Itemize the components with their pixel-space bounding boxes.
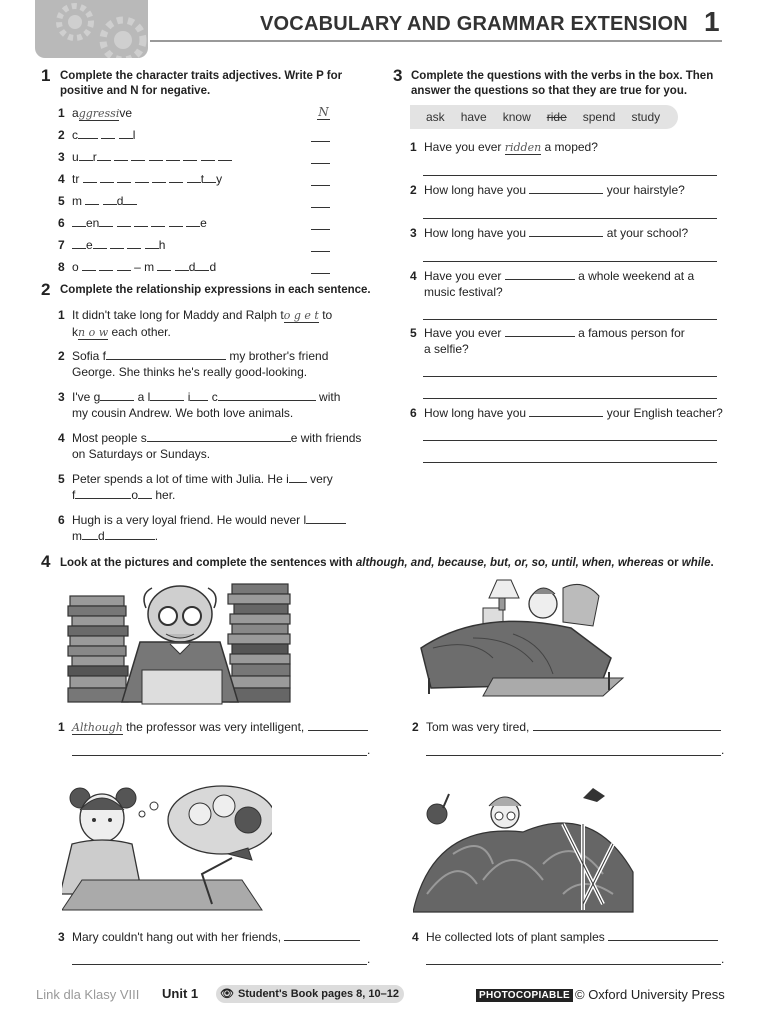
blank[interactable] [190,389,208,401]
blank[interactable] [100,171,114,183]
ex4-item-4: 4 He collected lots of plant samples [412,929,718,945]
students-book-reference: 👁 Student's Book pages 8, 10–12 [216,985,404,1003]
period: . [367,952,371,966]
period: . [721,743,725,757]
exercise-3-number: 3 [393,66,403,85]
blank[interactable] [131,149,145,161]
ex3-item-4: 4 Have you ever a whole weekend at a music festival? [410,269,695,299]
blank[interactable] [150,389,184,401]
answer-line[interactable] [72,755,367,756]
exercise-2-number: 2 [41,280,51,299]
blank[interactable] [117,171,131,183]
period: . [721,952,725,966]
blank[interactable] [608,929,718,941]
blank[interactable] [79,149,93,161]
blank[interactable] [134,215,148,227]
word-box [410,105,678,129]
ex1-item-7: 7 e h [58,238,166,252]
answer-line[interactable] [426,964,721,965]
blank[interactable] [529,225,603,237]
answer-line[interactable] [423,462,717,463]
blank[interactable] [306,512,346,524]
blank[interactable] [99,215,113,227]
blank[interactable] [147,430,291,442]
exercise-3-instruction: Complete the questions with the verbs in the box. Then answer the questions so that they are true for you. [411,70,714,97]
blank[interactable] [284,929,360,941]
blank[interactable] [218,389,316,401]
blank[interactable] [169,215,183,227]
footer-unit: Unit 1 [162,986,199,1001]
exercise-2-instruction: Complete the relationship expressions in each sentence. [60,284,371,296]
blank[interactable] [183,149,197,161]
answer-line[interactable] [426,755,721,756]
blank[interactable] [85,193,99,205]
word-spend: spend [582,110,616,124]
blank[interactable] [72,215,86,227]
blank[interactable] [110,237,124,249]
blank[interactable] [117,259,131,271]
answer-line[interactable] [423,440,717,441]
blank[interactable] [123,193,137,205]
professor-with-books-illustration [66,578,296,706]
blank[interactable] [75,487,131,499]
blank[interactable] [151,215,165,227]
blank[interactable] [106,348,226,360]
exercise-1-number: 1 [41,66,51,85]
ex3-item-1: 1 Have you ever ridden a moped? [410,140,598,154]
blank[interactable] [201,149,215,161]
word-ask: ask [426,110,445,124]
answer-line[interactable] [72,964,367,965]
blank[interactable] [186,215,200,227]
blank[interactable] [78,127,98,139]
blank[interactable] [93,237,107,249]
word-ride: ride [546,110,567,124]
period: . [367,743,371,757]
tom-in-bed-illustration [413,578,638,698]
word-have: have [460,110,487,124]
exercise-4-instruction: Look at the pictures and complete the sentences with although, and, because, but, or, so, until, when, whereas or while. [60,557,714,569]
ex1-mark-line[interactable] [311,141,330,142]
blank[interactable] [138,487,152,499]
ex1-mark-line[interactable] [311,163,330,164]
blank[interactable] [105,528,155,540]
mary-studying-illustration [62,784,272,914]
blank[interactable] [505,268,575,280]
gear-icon [35,0,148,58]
ex3-item-6: 6 How long have you your English teacher? [410,406,723,420]
blank[interactable] [152,171,166,183]
answer-line[interactable] [423,376,717,377]
blank[interactable] [505,325,575,337]
blank[interactable] [82,528,98,540]
ex1-item-1-answer: ggressi [78,107,120,120]
ex3-item-5: 5 Have you ever a famous person for a selfie? [410,326,685,356]
eye-icon: 👁 [220,988,234,1000]
blank[interactable] [166,149,180,161]
blank[interactable] [99,259,113,271]
unit-number: 1 [704,6,720,37]
ex2-item-3: 3 I've g a l i c with my cousin Andrew. We both love animals. [58,390,341,420]
answer-line[interactable] [423,398,717,399]
blank[interactable] [204,171,216,183]
ex1-mark-line[interactable] [311,185,330,186]
ex1-mark-line[interactable] [311,229,330,230]
blank[interactable] [175,259,189,271]
answer-line[interactable] [423,319,717,320]
ex1-item-1: 1 aggressive [58,106,133,120]
blank[interactable] [114,149,128,161]
ex2-item-4: 4 Most people s e with friends on Saturdays or Sundays. [58,431,362,461]
exercise-4-number: 4 [41,552,51,571]
answer-line[interactable] [423,218,717,219]
answer-line[interactable] [423,175,717,176]
ex3-item-2: 2 How long have you your hairstyle? [410,183,685,197]
blank[interactable] [289,471,307,483]
ex1-mark-line[interactable] [311,251,330,252]
blank[interactable] [157,259,171,271]
ex1-item-1-mark[interactable]: N [318,105,329,119]
blank[interactable] [117,215,131,227]
blank[interactable] [97,149,111,161]
blank[interactable] [529,182,603,194]
ex2-item-2: 2 Sofia f my brother's friend George. She thinks he's really good-looking. [58,349,329,379]
blank[interactable] [119,127,133,139]
ex1-item-4: 4 tr t y [58,172,223,186]
exercise-1-instruction: Complete the character traits adjectives. Write P for positive and N for negative. [60,70,343,97]
ex1-item-5: 5 m d [58,193,137,209]
blank[interactable] [145,237,159,249]
ex3-item-3: 3 How long have you at your school? [410,226,689,240]
answer-line[interactable] [423,261,717,262]
page-title: VOCABULARY AND GRAMMAR EXTENSION [260,13,688,35]
ex2-item-6: 6 Hugh is a very loyal friend. He would never l m d . [58,512,346,544]
ex4-item-2: 2 Tom was very tired, [412,719,721,735]
ex1-item-6: 6 en e [58,216,207,230]
photocopiable-badge: PHOTOCOPIABLE [476,989,573,1002]
blank[interactable] [533,719,721,731]
ex2-item-1: 1 It didn't take long for Maddy and Ralph to g e t to kn o w each other. [58,308,333,339]
blank[interactable] [83,171,97,183]
ex1-item-8: 8 o – m d d [58,260,217,274]
title-divider [150,40,722,42]
blank[interactable] [529,405,603,417]
blank[interactable] [218,149,232,161]
ex1-mark-line[interactable] [311,207,330,208]
word-study: study [631,110,661,124]
blank[interactable] [169,171,183,183]
blank[interactable] [308,719,368,731]
header-gear-decoration [35,0,148,58]
blank[interactable] [127,237,141,249]
word-know: know [502,110,531,124]
publisher: © Oxford University Press [575,987,725,1002]
ex2-item-5: 5 Peter spends a lot of time with Julia. He i very f o her. [58,472,333,502]
ex1-item-3: 3 u r [58,149,232,165]
blank[interactable] [149,149,163,161]
blank[interactable] [187,171,201,183]
ex4-item-3: 3 Mary couldn't hang out with her friends, [58,929,360,945]
footer-series: Link dla Klasy VIII [36,987,140,1002]
blank[interactable] [103,193,117,205]
blank[interactable] [101,127,115,139]
ex1-mark-line[interactable] [311,273,330,274]
blank[interactable] [135,171,149,183]
blank[interactable] [82,259,96,271]
ex4-item-1: 1 Although the professor was very intelligent, [58,719,368,736]
boy-collecting-plants-illustration [413,784,638,914]
ex1-item-2: 2 c l [58,128,136,142]
blank[interactable] [195,259,209,271]
blank[interactable] [72,237,86,249]
blank[interactable] [100,389,134,401]
